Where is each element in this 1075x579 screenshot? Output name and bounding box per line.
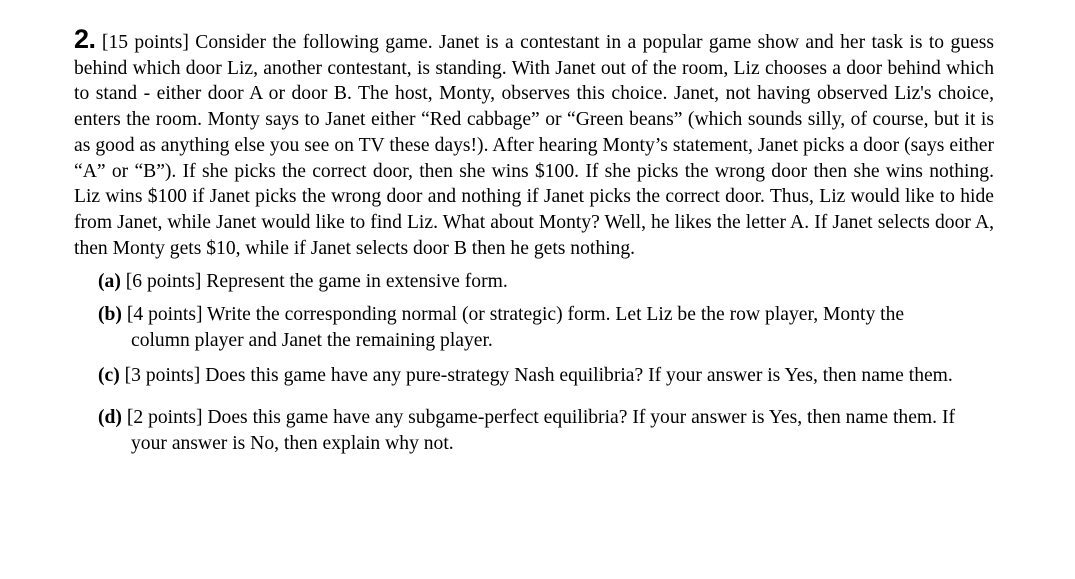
problem-text: Consider the following game. Janet is a contestant in a popular game show and her task is to guess behind which door Liz, another contestant, is standing. With Janet out of the room, Liz chooses a door behind which to stand - either door A or door B. The host, Monty, observes this choice. Janet, not having observed Liz's choice, enters the room. Monty says to Janet either “Red cabbage” or “Green beans” (which sounds silly, of course, but it is as good as anything else you see on TV these days!). After hearing Monty’s statement, Janet picks a door (says either “A” or “B”). If she picks the correct door, then she wins $100. If she picks the wrong door then she wins nothing. Liz wins $100 if Janet picks the wrong door and nothing if Janet picks the correct door. Thus, Liz would like to hide from Janet, while Janet would like to find Liz. What about Monty? Well, he likes the letter A. If Janet selects door A, then Monty gets $10, while if Janet selects door B then he gets nothing. — [74, 32, 995, 259]
part-a — [98, 269, 958, 295]
part-label: (d) — [98, 407, 122, 429]
part-text: [6 points] Represent the game in extensive form. — [125, 271, 508, 293]
part-text: [4 points] Write the corresponding normal (or strategic) form. Let Liz be the row player, Monty the column player and Janet the remaining player. — [126, 304, 905, 351]
part-label: (c) — [98, 365, 120, 387]
problem-block — [74, 24, 995, 457]
part-b — [98, 302, 958, 353]
problem-points: [15 points] — [101, 32, 189, 53]
part-label: (b) — [98, 304, 122, 326]
part-d — [98, 405, 958, 456]
part-text: [3 points] Does this game have any pure-strategy Nash equilibria? If your answer is Yes, then name them. — [124, 365, 953, 387]
parts-list — [98, 269, 958, 456]
part-text: [2 points] Does this game have any subgame-perfect equilibria? If your answer is Yes, then name them. If your answer is No, then explain why not. — [126, 407, 956, 454]
problem-statement — [74, 24, 995, 261]
part-c — [98, 363, 958, 389]
problem-number: 2. — [74, 24, 96, 54]
part-label: (a) — [98, 271, 121, 293]
